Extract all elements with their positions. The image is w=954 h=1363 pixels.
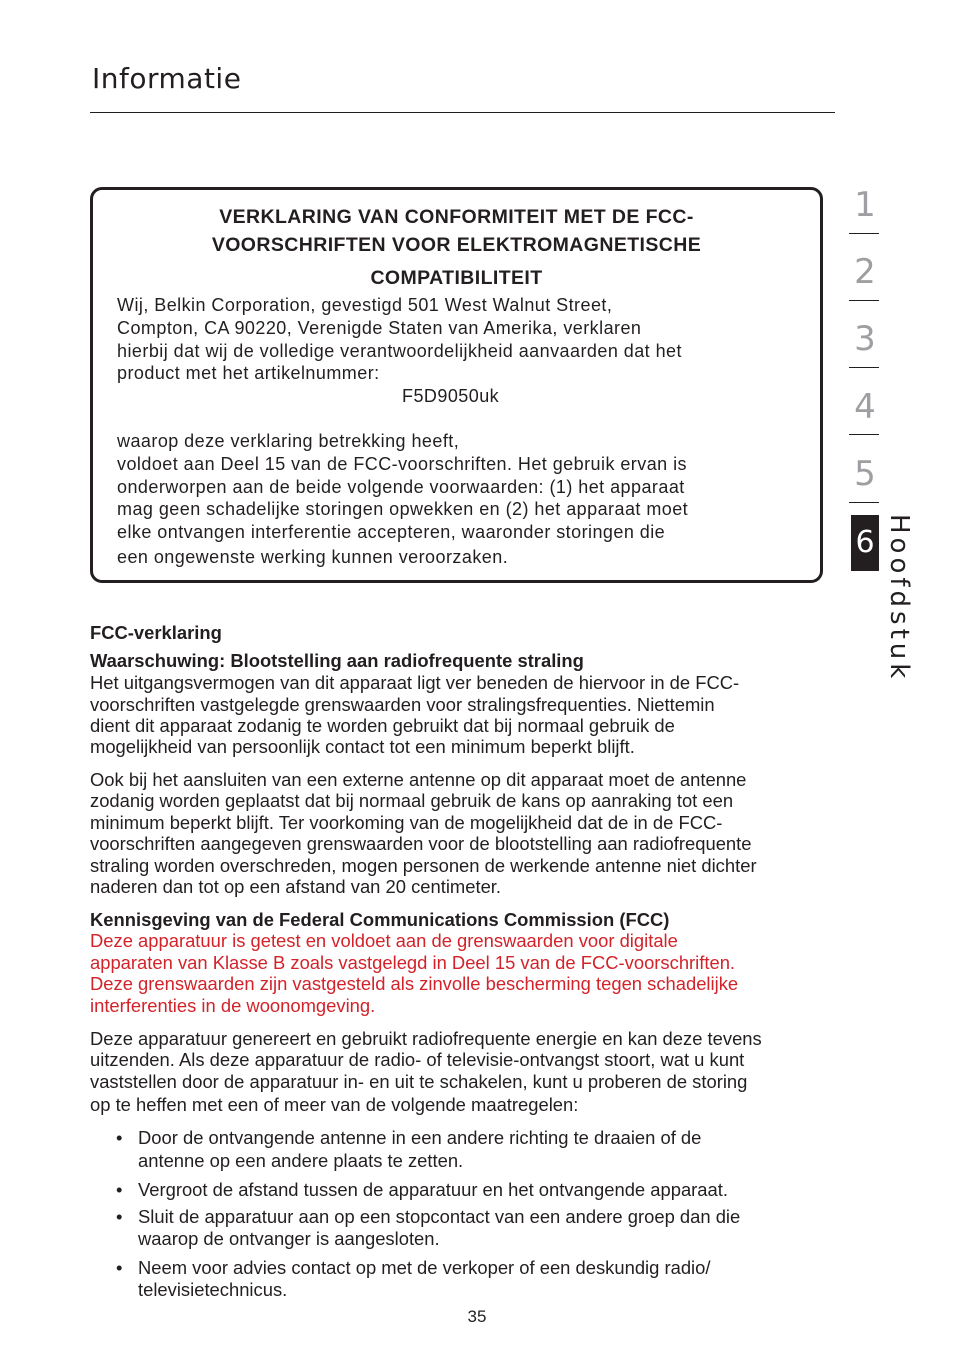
- paragraph-line: mogelijkheid van persoonlijk contact tot een minimum beperkt blijft.: [90, 736, 635, 757]
- paragraph-line: uitzenden. Als deze apparatuur de radio- of televisie-ontvangst stoort, wat u kunt: [90, 1049, 745, 1070]
- bullet-item-line: Sluit de apparatuur aan op een stopcontact van een andere groep dan die: [138, 1206, 741, 1227]
- declaration-intro-line: hierbij dat wij de volledige verantwoordelijkheid aanvaarden dat het: [117, 341, 682, 361]
- declaration-intro-line: Wij, Belkin Corporation, gevestigd 501 West Walnut Street,: [117, 295, 613, 315]
- bullet-icon: •: [116, 1127, 123, 1148]
- paragraph-line: voorschriften aangegeven grenswaarden voor de blootstelling aan radiofrequente: [90, 833, 752, 854]
- bullet-item-line: Neem voor advies contact op met de verkoper of een deskundig radio/: [138, 1257, 711, 1278]
- bullet-item-line: Vergroot de afstand tussen de apparatuur en het ontvangende apparaat.: [138, 1179, 728, 1200]
- chapter-tab-3[interactable]: 3: [854, 319, 876, 359]
- page-title: Informatie: [92, 62, 242, 95]
- chapter-tab-4[interactable]: 4: [854, 387, 876, 427]
- paragraph-line: minimum beperkt blijft. Ter voorkoming van de mogelijkheid dat de in de FCC-: [90, 812, 723, 833]
- red-notice-line: Deze grenswaarden zijn vastgesteld als zinvolle bescherming tegen schadelijke: [90, 973, 739, 994]
- chapter-divider: [849, 233, 879, 234]
- bullet-item-line: Door de ontvangende antenne in een andere richting te draaien of de: [138, 1127, 702, 1148]
- header-divider: [90, 112, 835, 113]
- red-notice-line: Deze apparatuur is getest en voldoet aan de grenswaarden voor digitale: [90, 930, 678, 951]
- paragraph-line: op te heffen met een of meer van de volgende maatregelen:: [90, 1094, 579, 1115]
- active-chapter-number: 6: [855, 525, 875, 560]
- declaration-closing-line: mag geen schadelijke storingen opwekken en (2) het apparaat moet: [117, 499, 689, 519]
- red-notice-line: interferenties in de woonomgeving.: [90, 995, 376, 1016]
- chapter-tab-6-active[interactable]: [851, 515, 879, 571]
- paragraph-line: naderen dan tot op een afstand van 20 centimeter.: [90, 876, 502, 897]
- declaration-intro-line: product met het artikelnummer:: [117, 363, 380, 383]
- declaration-heading-line-3: COMPATIBILITEIT: [370, 267, 543, 289]
- model-number: F5D9050uk: [402, 386, 500, 406]
- chapter-tab-2[interactable]: 2: [854, 252, 876, 292]
- chapter-label: Hoofdstuk: [884, 514, 914, 683]
- declaration-heading-line-2: VOORSCHRIFTEN VOOR ELEKTROMAGNETISCHE: [211, 234, 702, 256]
- declaration-intro-line: Compton, CA 90220, Verenigde Staten van Amerika, verklaren: [117, 318, 642, 338]
- declaration-closing-line: elke ontvangen interferentie accepteren, waaronder storingen die: [117, 522, 666, 542]
- declaration-closing-line: onderworpen aan de beide volgende voorwaarden: (1) het apparaat: [117, 477, 685, 497]
- radiation-warning-heading: Waarschuwing: Blootstelling aan radiofrequente straling: [90, 650, 584, 671]
- chapter-tab-1[interactable]: 1: [854, 185, 876, 225]
- paragraph-line: zodanig worden geplaatst dat bij normaal gebruik de kans op aanraking tot een: [90, 790, 734, 811]
- page-number: 35: [467, 1307, 487, 1326]
- chapter-divider: [849, 502, 879, 503]
- chapter-divider: [849, 300, 879, 301]
- paragraph-line: straling worden overschreden, mogen personen de werkende antenne niet dichter: [90, 855, 757, 876]
- declaration-heading-line-1: VERKLARING VAN CONFORMITEIT MET DE FCC-: [219, 206, 694, 228]
- paragraph-line: Deze apparatuur genereert en gebruikt radiofrequente energie en kan deze tevens: [90, 1028, 762, 1049]
- bullet-icon: •: [116, 1179, 123, 1200]
- bullet-icon: •: [116, 1257, 123, 1278]
- paragraph-line: Het uitgangsvermogen van dit apparaat ligt ver beneden de hiervoor in de FCC-: [90, 672, 740, 693]
- chapter-divider: [849, 434, 879, 435]
- declaration-closing-line: voldoet aan Deel 15 van de FCC-voorschriften. Het gebruik ervan is: [117, 454, 687, 474]
- paragraph-line: dient dit apparaat zodanig te worden gebruikt dat bij normaal gebruik de: [90, 715, 675, 736]
- paragraph-line: voorschriften vastgelegde grenswaarden voor stralingsfrequenties. Niettemin: [90, 694, 715, 715]
- declaration-closing-line: waarop deze verklaring betrekking heeft,: [117, 431, 460, 451]
- chapter-divider: [849, 367, 879, 368]
- paragraph-line: vaststellen door de apparatuur in- en uit te schakelen, kunt u proberen de storing: [90, 1071, 748, 1092]
- red-notice-line: apparaten van Klasse B zoals vastgelegd in Deel 15 van de FCC-voorschriften.: [90, 952, 736, 973]
- paragraph-line: Ook bij het aansluiten van een externe antenne op dit apparaat moet de antenne: [90, 769, 747, 790]
- fcc-statement-heading: FCC-verklaring: [90, 622, 222, 643]
- fcc-notice-heading: Kennisgeving van de Federal Communications Commission (FCC): [90, 909, 670, 930]
- bullet-item-line: waarop de ontvanger is aangesloten.: [138, 1228, 440, 1249]
- bullet-item-line: televisietechnicus.: [138, 1279, 288, 1300]
- declaration-closing-line: een ongewenste werking kunnen veroorzaken.: [117, 547, 509, 567]
- chapter-tab-5[interactable]: 5: [854, 454, 876, 494]
- bullet-icon: •: [116, 1206, 123, 1227]
- bullet-item-line: antenne op een andere plaats te zetten.: [138, 1150, 464, 1171]
